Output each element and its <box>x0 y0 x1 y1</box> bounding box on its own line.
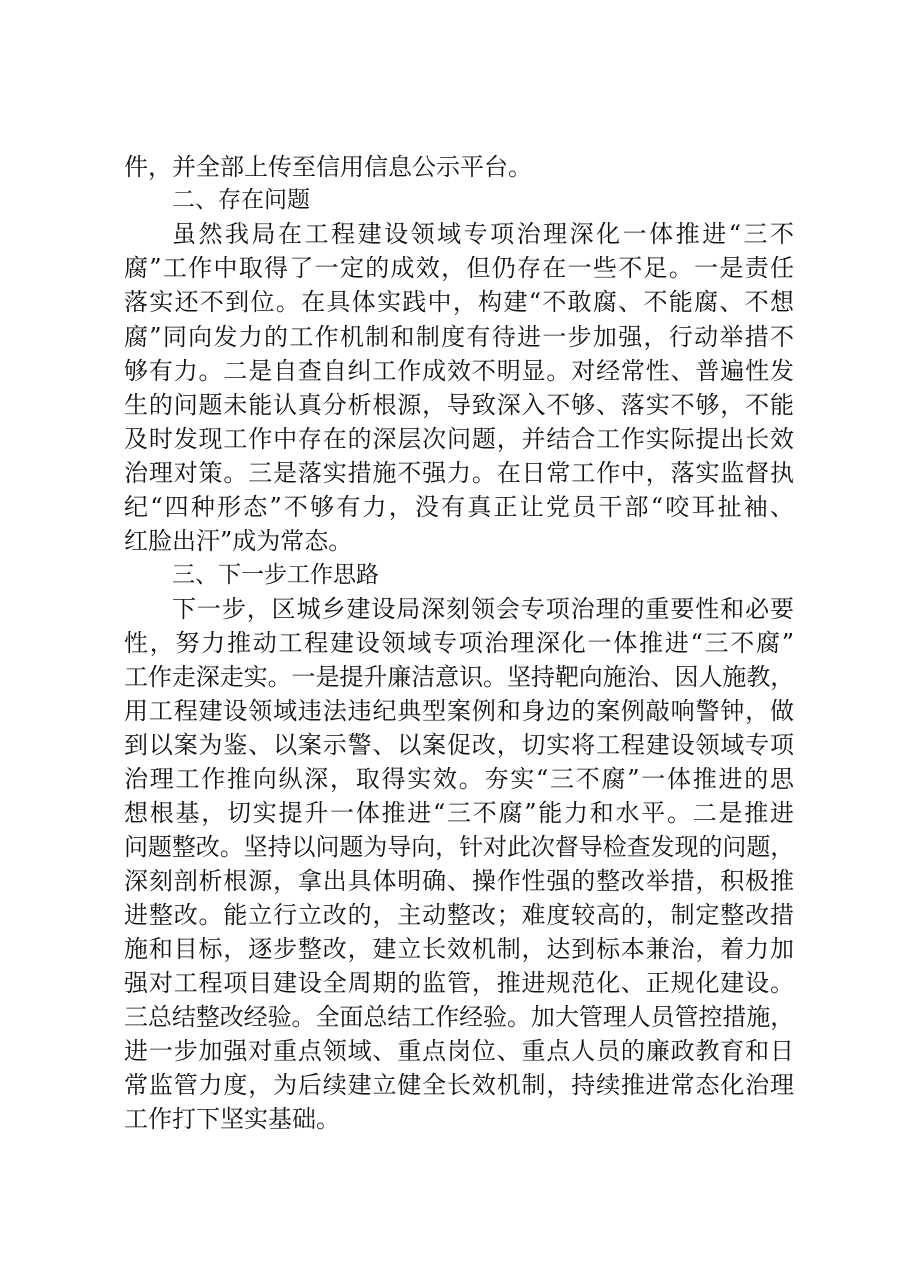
body-text-line <box>0 525 909 557</box>
text-line: 性，努力推动工程建设领域专项治理深化一体推进“三不腐” <box>124 629 794 657</box>
text-line: 施和目标，逐步整改，建立长效机制，达到标本兼治，着力加 <box>124 935 794 963</box>
body-text-line <box>0 1069 909 1101</box>
text-line: 工作打下坚实基础。 <box>124 1105 340 1133</box>
body-text-line <box>0 1035 909 1067</box>
text-line: 够有力。二是自查自纠工作成效不明显。对经常性、普遍性发 <box>124 357 794 385</box>
section-heading-text: 三、下一步工作思路 <box>172 562 379 588</box>
text-line: 想根基，切实提升一体推进“三不腐”能力和水平。二是推进 <box>124 799 794 827</box>
body-text-line <box>0 423 909 455</box>
text-line: 强对工程项目建设全周期的监管，推进规范化、正规化建设。 <box>124 969 794 997</box>
body-text-line <box>0 831 909 863</box>
text-line: 下一步，区城乡建设局深刻领会专项治理的重要性和必要 <box>172 595 794 623</box>
body-text-line <box>0 355 909 387</box>
text-line: 件，并全部上传至信用信息公示平台。 <box>124 153 532 181</box>
body-text-line <box>0 899 909 931</box>
text-line: 落实还不到位。在具体实践中，构建“不敢腐、不能腐、不想 <box>124 288 794 316</box>
body-text-line <box>0 457 909 489</box>
body-text-line <box>0 967 909 999</box>
text-line: 三总结整改经验。全面总结工作经验。加大管理人员管控措施， <box>124 1003 794 1031</box>
body-text-line <box>0 491 909 523</box>
body-text-line <box>0 1001 909 1033</box>
text-line: 红脸出汗”成为常态。 <box>124 527 353 555</box>
text-line: 用工程建设领域违法违纪典型案例和身边的案例敲响警钟，做 <box>124 697 794 725</box>
text-line: 常监管力度，为后续建立健全长效机制，持续推进常态化治理 <box>124 1071 794 1099</box>
body-text-line <box>0 797 909 829</box>
text-line: 进一步加强对重点领域、重点岗位、重点人员的廉政教育和日 <box>124 1037 794 1065</box>
body-text-line <box>0 627 909 659</box>
body-text-line <box>0 252 909 284</box>
body-text-line <box>0 1103 909 1135</box>
body-text-line <box>0 151 909 183</box>
section-heading-text: 二、存在问题 <box>172 187 310 213</box>
text-line: 腐”工作中取得了一定的成效，但仍存在一些不足。一是责任 <box>124 254 794 282</box>
text-line: 工作走深走实。一是提升廉洁意识。坚持靶向施治、因人施教， <box>124 663 794 691</box>
body-text-line <box>0 286 909 318</box>
body-text-line <box>0 763 909 795</box>
section-heading <box>0 184 909 216</box>
text-line: 治理工作推向纵深，取得实效。夯实“三不腐”一体推进的思 <box>124 765 794 793</box>
text-line: 问题整改。坚持以问题为导向，针对此次督导检查发现的问题， <box>124 833 794 861</box>
body-text-line <box>0 695 909 727</box>
text-line: 腐”同向发力的工作机制和制度有待进一步加强，行动举措不 <box>124 323 794 351</box>
body-text-line <box>0 933 909 965</box>
body-text-line <box>0 389 909 421</box>
body-text-line <box>0 865 909 897</box>
body-text-line <box>0 321 909 353</box>
text-line: 生的问题未能认真分析根源，导致深入不够、落实不够，不能 <box>124 391 794 419</box>
text-line: 纪“四种形态”不够有力，没有真正让党员干部“咬耳扯袖、 <box>124 493 794 521</box>
text-line: 深刻剖析根源，拿出具体明确、操作性强的整改举措，积极推 <box>124 867 794 895</box>
text-line: 进整改。能立行立改的，主动整改；难度较高的，制定整改措 <box>124 901 794 929</box>
section-heading <box>0 559 909 591</box>
body-text-line <box>0 218 909 250</box>
body-text-line <box>0 593 909 625</box>
body-text-line <box>0 729 909 761</box>
text-line: 虽然我局在工程建设领域专项治理深化一体推进“三不 <box>172 220 794 248</box>
text-line: 及时发现工作中存在的深层次问题，并结合工作实际提出长效 <box>124 425 794 453</box>
body-text-line <box>0 661 909 693</box>
text-line: 治理对策。三是落实措施不强力。在日常工作中，落实监督执 <box>124 459 794 487</box>
text-line: 到以案为鉴、以案示警、以案促改，切实将工程建设领域专项 <box>124 731 794 759</box>
